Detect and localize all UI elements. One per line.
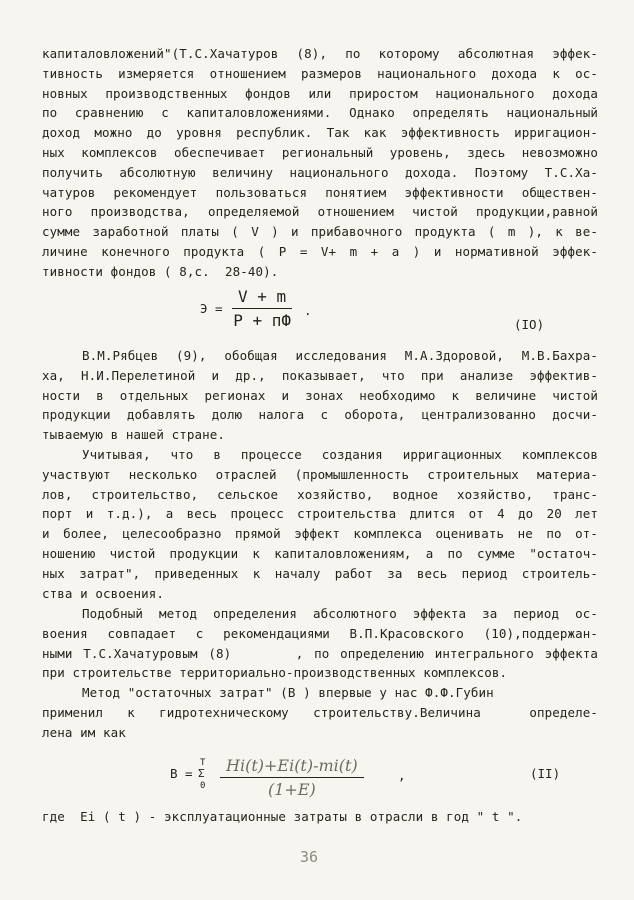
text-line: доход можно до уровня республик. Так как эффективность ирригацион-	[42, 125, 598, 141]
formula-11-lhs: B =	[170, 766, 193, 781]
page-number: 36	[300, 848, 319, 866]
formula-10-number: (IO)	[514, 317, 545, 332]
formula-11-number: (II)	[530, 766, 561, 781]
formula-10-denominator: P + пФ	[233, 311, 291, 330]
sum-sign: Σ	[198, 767, 205, 780]
text-line: по сравнению с капиталовложениями. Однако определять национальный	[42, 105, 598, 121]
text-line: лена им как	[42, 724, 126, 740]
text-line: при строительстве территориально-производственных комплексов.	[42, 665, 508, 681]
text-line: тываемую в нашей стране.	[42, 427, 226, 443]
text-line: лов, строительство, сельское хозяйство, водное хозяйство, транс-	[42, 486, 598, 502]
text-line: получить абсолютную величину национального дохода. Поэтому Т.С.Ха-	[42, 164, 598, 180]
formula-10-fraction	[232, 287, 292, 330]
formula-11-denominator: (1+E)	[267, 780, 316, 799]
formula-10-numerator: V + m	[238, 287, 287, 306]
text-line: участвуют несколько отраслей (промышленность строительных материа-	[42, 466, 598, 482]
text-line: Метод "остаточных затрат" (В ) впервые у нас Ф.Ф.Губин	[82, 685, 494, 700]
text-line: тивность измеряется отношением размеров национального дохода к ос-	[42, 65, 598, 81]
text-line: Учитывая, что в процессе создания ирригационных комплексов	[82, 447, 598, 462]
formula-10-dot: .	[304, 303, 312, 318]
sum-upper-limit: T	[200, 758, 206, 768]
formula-11-comma: ,	[398, 768, 406, 783]
text-line: сумме заработной платы ( V ) и прибавочного продукта ( m ), к ве-	[42, 224, 598, 240]
text-line: ного производства, определяемой отношением чистой продукции,равной	[42, 204, 598, 220]
formula-11-numerator: Hi(t)+Ei(t)-mi(t)	[226, 756, 358, 775]
text-line: и более, целесообразно прямой эффект комплекса оценивать не по от-	[42, 526, 598, 542]
text-line: чатуров рекомендует пользоваться понятием эффективности обществен-	[42, 184, 598, 200]
text-line: воения совпадает с рекомендациями В.П.Красовского (10),поддержан-	[42, 625, 598, 641]
text-line: личине конечного продукта ( P = V+ m + a ) и нормативной эффек-	[42, 244, 598, 259]
text-line: ными Т.С.Хачатуровым (8) , по определению интегрального эффекта	[42, 645, 598, 661]
text-line: ства и освоения.	[42, 585, 165, 601]
text-line: новных производственных фондов или приростом национального дохода	[42, 85, 598, 101]
text-line: ных комплексов обеспечивает региональный уровень, здесь невозможно	[42, 145, 598, 160]
text-line: В.М.Рябцев (9), обобщая исследования М.А.Здоровой, М.В.Бахра-	[82, 348, 598, 363]
text-line: ха, Н.И.Перелетиной и др., показывает, что при анализе эффектив-	[42, 367, 598, 383]
text-line: капиталовложений"(Т.С.Хачатуров (8), по которому абсолютная эффек-	[42, 46, 598, 61]
text-line: ности в отдельных регионах и зонах необходимо к величине чистой	[42, 387, 598, 403]
formula-10-lhs: Э =	[200, 301, 223, 316]
text-line: тивности фондов ( 8,с. 28-40).	[42, 263, 279, 279]
formula-11-fraction	[220, 756, 364, 799]
text-line: Подобный метод определения абсолютного эффекта за период ос-	[82, 606, 598, 621]
text-line: продукции добавлять долю налога с оборота, централизованно досчи-	[42, 407, 598, 423]
text-line: порт и т.д.), а весь процесс строительства длится от 4 до 20 лет	[42, 506, 598, 522]
text-line: ных затрат", приведенных к началу работ за весь период строитель-	[42, 565, 598, 581]
text-line: ношению чистой продукции к капиталовложениям, а по сумме "остаточ-	[42, 546, 598, 561]
sum-lower-limit: 0	[200, 781, 206, 791]
text-line: где Ei ( t ) - эксплуатационные затраты в отрасли в год " t ".	[42, 809, 523, 824]
text-line: применил к гидротехническому строительству.Величина определе-	[42, 704, 598, 720]
